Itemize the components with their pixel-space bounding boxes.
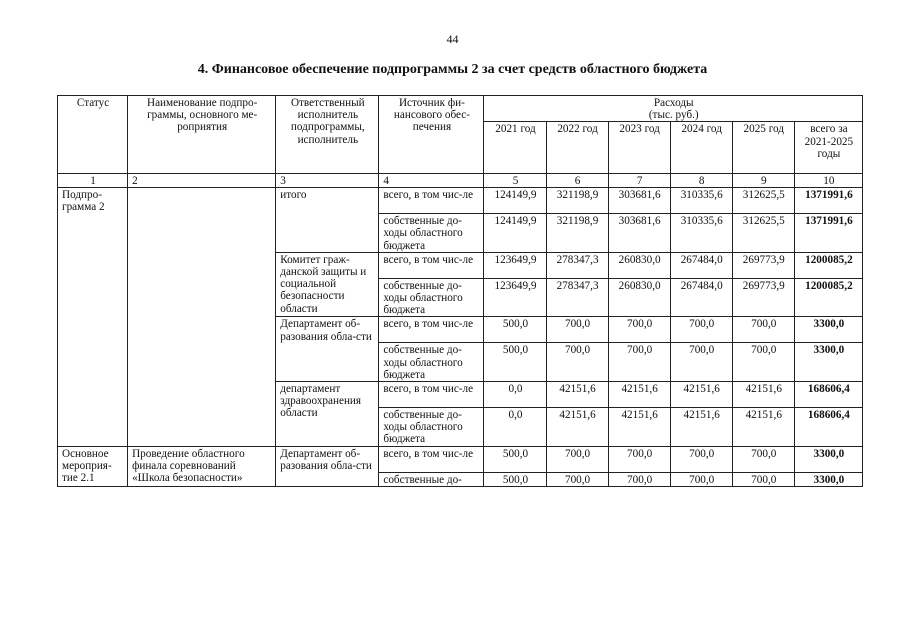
value-2024: 700,0 [670, 446, 732, 472]
value-2023: 260830,0 [608, 278, 670, 317]
value-2025: 42151,6 [732, 382, 794, 408]
colnum-1: 1 [58, 174, 128, 188]
value-2025: 700,0 [732, 343, 794, 382]
source-cell: всего, в том чис-ле [379, 252, 484, 278]
header-name: Наименование подпро-граммы, основного ме-роприятия [128, 96, 276, 174]
source-cell: всего, в том чис-ле [379, 317, 484, 343]
value-2024: 700,0 [670, 343, 732, 382]
value-2022: 700,0 [546, 343, 608, 382]
section-title: 4. Финансовое обеспечение подпрограммы 2 за счет средств областного бюджета [197, 62, 708, 77]
value-2021: 500,0 [484, 317, 546, 343]
column-number-row [58, 174, 863, 188]
source-cell: собственные до-ходы областного бюджета [379, 214, 484, 253]
value-2021: 124149,9 [484, 188, 546, 214]
value-2024: 267484,0 [670, 252, 732, 278]
value-2023: 42151,6 [608, 382, 670, 408]
responsible-cell: департамент здравоохранения области [276, 382, 379, 447]
source-cell: всего, в том чис-ле [379, 446, 484, 472]
header-source: Источник фи-нансового обес-печения [379, 96, 484, 174]
responsible-cell: итого [276, 188, 379, 253]
source-cell: всего, в том чис-ле [379, 382, 484, 408]
value-total: 168606,4 [794, 382, 862, 408]
value-2025: 700,0 [732, 446, 794, 472]
value-2025: 700,0 [732, 317, 794, 343]
table-row [58, 188, 863, 214]
value-2021: 123649,9 [484, 278, 546, 317]
colnum-3: 3 [276, 174, 379, 188]
name-cell [128, 188, 276, 446]
source-cell: всего, в том чис-ле [379, 188, 484, 214]
value-2025: 312625,5 [732, 214, 794, 253]
value-2022: 42151,6 [546, 382, 608, 408]
colnum-5: 5 [484, 174, 546, 188]
value-2024: 42151,6 [670, 408, 732, 447]
colnum-9: 9 [732, 174, 794, 188]
value-total: 1200085,2 [794, 278, 862, 317]
year-2025: 2025 год [732, 122, 794, 174]
header-responsible: Ответственный исполнитель подпрограммы, исполнитель [276, 96, 379, 174]
value-2025: 269773,9 [732, 278, 794, 317]
value-2023: 700,0 [608, 446, 670, 472]
value-2023: 260830,0 [608, 252, 670, 278]
value-2022: 42151,6 [546, 408, 608, 447]
value-2021: 0,0 [484, 382, 546, 408]
value-total: 168606,4 [794, 408, 862, 447]
year-2022: 2022 год [546, 122, 608, 174]
status-cell: Основное мероприя-тие 2.1 [58, 446, 128, 486]
value-2025: 700,0 [732, 472, 794, 486]
table-row [58, 446, 863, 472]
value-2021: 500,0 [484, 446, 546, 472]
value-2022: 700,0 [546, 317, 608, 343]
value-2024: 267484,0 [670, 278, 732, 317]
value-2021: 500,0 [484, 343, 546, 382]
header-row [58, 96, 863, 122]
source-cell: собственные до-ходы областного бюджета [379, 278, 484, 317]
source-cell: собственные до-ходы областного бюджета [379, 408, 484, 447]
year-2024: 2024 год [670, 122, 732, 174]
colnum-10: 10 [794, 174, 862, 188]
year-2021: 2021 год [484, 122, 546, 174]
colnum-4: 4 [379, 174, 484, 188]
value-2021: 124149,9 [484, 214, 546, 253]
value-total: 1371991,6 [794, 214, 862, 253]
year-2023: 2023 год [608, 122, 670, 174]
value-2021: 0,0 [484, 408, 546, 447]
value-2021: 123649,9 [484, 252, 546, 278]
responsible-cell: Департамент об-разования обла-сти [276, 446, 379, 486]
value-2021: 500,0 [484, 472, 546, 486]
value-2024: 700,0 [670, 472, 732, 486]
colnum-8: 8 [670, 174, 732, 188]
value-2022: 278347,3 [546, 278, 608, 317]
value-2024: 42151,6 [670, 382, 732, 408]
value-2023: 700,0 [608, 343, 670, 382]
year-total: всего за 2021-2025 годы [794, 122, 862, 174]
value-2022: 700,0 [546, 446, 608, 472]
colnum-6: 6 [546, 174, 608, 188]
value-total: 1200085,2 [794, 252, 862, 278]
value-total: 1371991,6 [794, 188, 862, 214]
value-2023: 700,0 [608, 472, 670, 486]
financing-table [57, 95, 863, 487]
value-2025: 42151,6 [732, 408, 794, 447]
page-number: 44 [446, 32, 459, 46]
colnum-7: 7 [608, 174, 670, 188]
value-2022: 278347,3 [546, 252, 608, 278]
value-total: 3300,0 [794, 317, 862, 343]
value-2023: 303681,6 [608, 188, 670, 214]
value-2024: 700,0 [670, 317, 732, 343]
status-cell: Подпро-грамма 2 [58, 188, 128, 446]
value-total: 3300,0 [794, 472, 862, 486]
header-expenses: Расходы (тыс. руб.) [484, 96, 863, 122]
value-2025: 269773,9 [732, 252, 794, 278]
value-2023: 303681,6 [608, 214, 670, 253]
responsible-cell: Департамент об-разования обла-сти [276, 317, 379, 382]
value-total: 3300,0 [794, 343, 862, 382]
value-2025: 312625,5 [732, 188, 794, 214]
responsible-cell: Комитет граж-данской защиты и социальной безопасности области [276, 252, 379, 317]
value-total: 3300,0 [794, 446, 862, 472]
value-2022: 321198,9 [546, 214, 608, 253]
value-2024: 310335,6 [670, 188, 732, 214]
value-2024: 310335,6 [670, 214, 732, 253]
value-2023: 700,0 [608, 317, 670, 343]
source-cell: собственные до- [379, 472, 484, 486]
value-2022: 700,0 [546, 472, 608, 486]
source-cell: собственные до-ходы областного бюджета [379, 343, 484, 382]
name-cell: Проведение областного финала соревнований «Школа безопасности» [128, 446, 276, 486]
colnum-2: 2 [128, 174, 276, 188]
value-2022: 321198,9 [546, 188, 608, 214]
header-status: Статус [58, 96, 128, 174]
value-2023: 42151,6 [608, 408, 670, 447]
